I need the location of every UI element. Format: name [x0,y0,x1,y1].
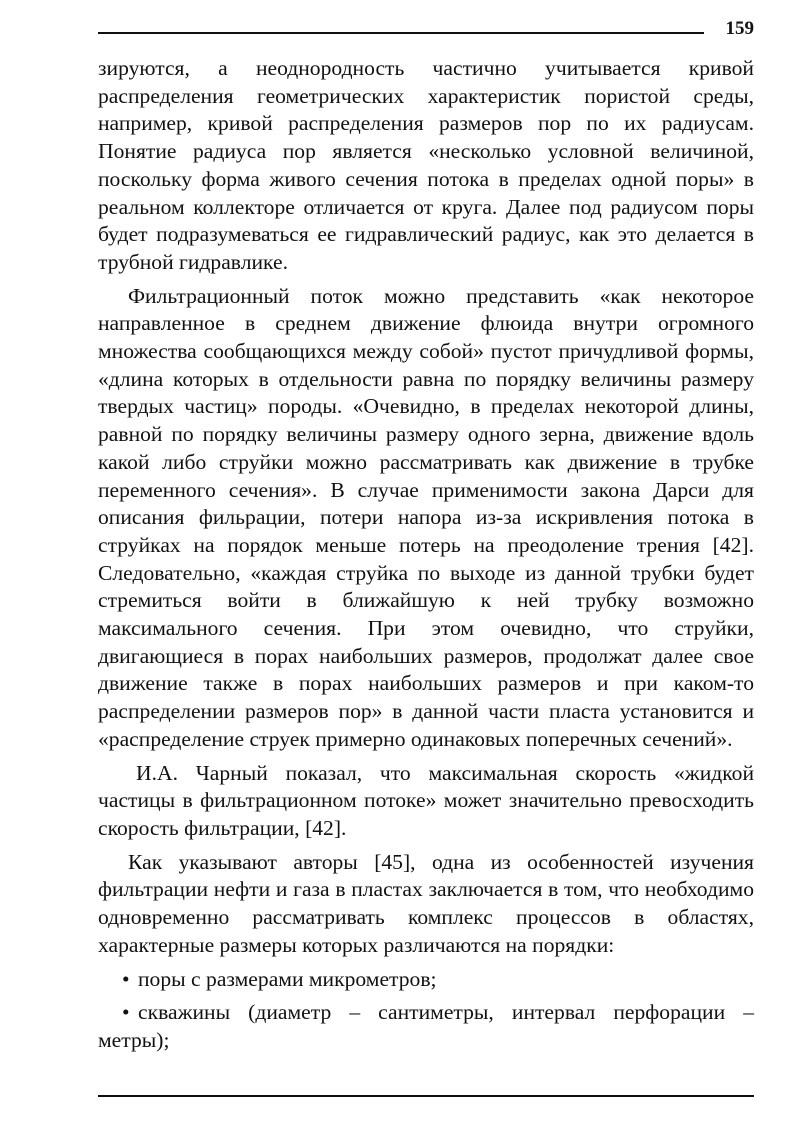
list-item-text: скважины (диаметр – сантиметры, интервал перфорации – метры); [98,1000,754,1052]
list-item [98,999,754,1054]
bullet-icon: • [122,1000,130,1025]
footer-rule [98,1095,754,1097]
bullet-list [98,966,754,1055]
paragraph-4: Как указывают авторы [45], одна из особенностей изучения фильтрации нефти и газа в пластах заключается в том, что необходимо одновременно рассматривать комплекс процессов в областях, характерные размеры которых различаются на порядки: [98,849,754,957]
page-header [98,15,754,41]
bullet-icon: • [122,966,130,991]
list-item-text: поры с размерами микрометров; [138,966,437,991]
paragraph-1: зируются, а неоднородность частично учитывается кривой распределения геометрических характеристик пористой среды, например, кривой распределения размеров пор по их радиусам. Понятие радиуса пор является «несколько условной величиной, поскольку форма живого сечения потока в пределах одной поры» в реальном коллекторе отличается от круга. Далее под радиусом поры будет подразумеваться ее гидравлический радиус, как это делается в трубной гидравлике. [98,56,754,274]
list-item [98,966,754,994]
body-text [98,55,754,1055]
paragraph-2: Фильтрационный поток можно представить «как некоторое направленное в среднем движение флюида внутри огромного множества сообщающихся между собой» пустот причудливой формы, «длина которых в отдельности равна по порядку величины размеру твердых частиц» породы. «Очевидно, в пределах некоторой длины, равной по порядку величины размеру одного зерна, движение вдоль какой либо струйки можно рассматривать как движение в трубке переменного сечения». В случае применимости закона Дарси для описания фильрации, потери напора из-за искривления потока в струйках на порядок меньше потерь на преодоление трения [42]. Следовательно, «каждая струйка по выходе из данной трубки будет стремиться войти в ближайшую к ней трубку возможно максимального сечения. При этом очевидно, что струйки, двигающиеся в порах наибольших размеров, продолжат далее свое движение также в порах наибольших размеров и при каком-то распределении размеров пор» в данной части пласта установится и «распределение струек примерно одинаковых поперечных сечений». [98,283,754,751]
page-number: 159 [725,18,754,39]
header-rule [98,32,704,34]
paragraph-3: И.А. Чарный показал, что максимальная скорость «жидкой частицы в фильтрационном потоке» может значительно превосходить скорость фильтрации, [42]. [98,760,754,840]
